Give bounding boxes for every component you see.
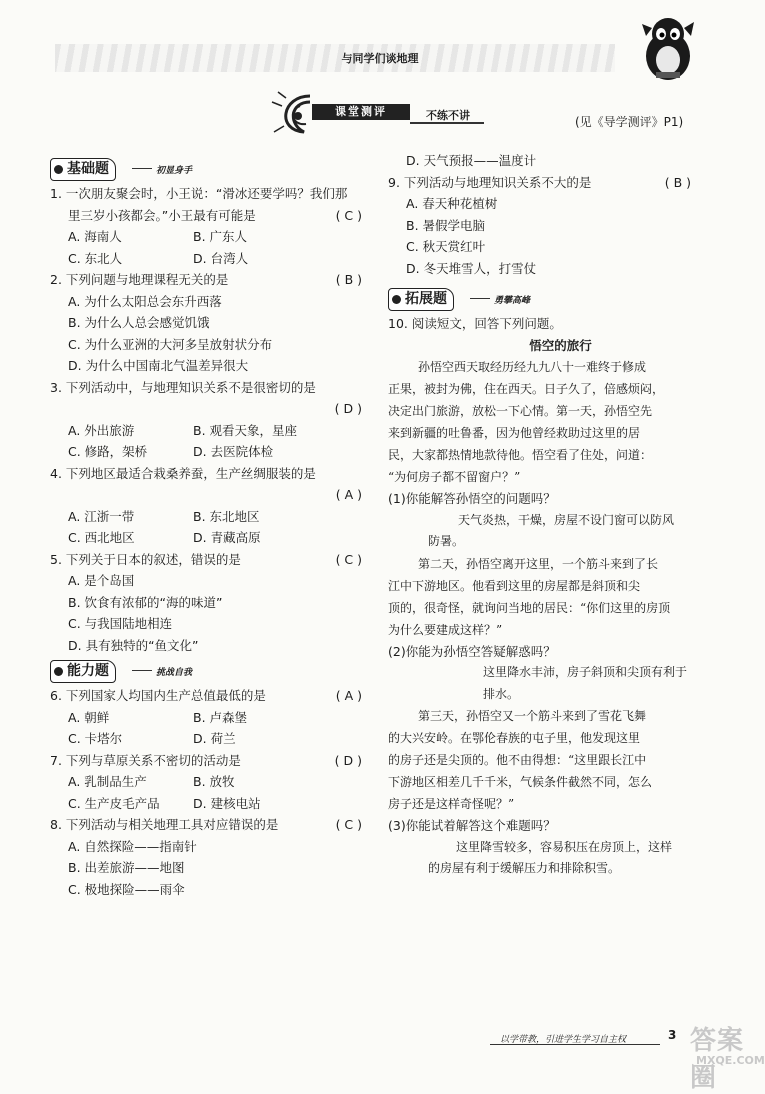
option-d: D. 冬天堆雪人，打雪仗 (406, 260, 537, 276)
story-line: 正果，被封为佛，住在西天。日子久了，倍感烦闷， (388, 382, 665, 396)
section-ability-subtitle: 挑战自我 (156, 668, 193, 678)
answer-mark: ( B ) (664, 174, 691, 190)
story-passage (388, 356, 713, 488)
question-9 (388, 172, 713, 280)
answer-line: 的房屋有利于缓解压力和排除积雪。 (428, 861, 621, 875)
story-line: 民，大家都热情地款待他。悟空看了住处，问道： (388, 448, 653, 462)
answer-line: 这里降水丰沛，房子斜顶和尖顶有利于 (483, 665, 688, 679)
option-b: B. 卢森堡 (193, 709, 248, 725)
option-a: A. 乳制品生产 (68, 774, 147, 789)
question-stem: 里三岁小孩都会。”小王最有可能是 (68, 207, 256, 223)
section-basic-subtitle: 初显身手 (156, 166, 193, 176)
section-divider (470, 298, 490, 299)
option-a: A. 海南人 (68, 229, 122, 244)
question-stem: 7. 下列与草原关系不密切的活动是 (50, 752, 241, 768)
option-b: B. 观看天象，星座 (193, 422, 298, 438)
answer-mark: ( C ) (335, 817, 362, 832)
question-4 (50, 463, 370, 549)
question-stem: 4. 下列地区最适合栽桑养蚕，生产丝绸服装的是 (50, 465, 316, 481)
answer-line: 天气炎热，干燥，房屋不设门窗可以防风 (458, 512, 675, 527)
answer-1 (388, 510, 713, 553)
story-title: 悟空的旅行 (529, 337, 592, 353)
banner-subtitle: 不练不讲 (426, 109, 470, 122)
answer-mark: ( D ) (334, 401, 362, 416)
right-column (388, 150, 713, 880)
banner-underline (410, 122, 484, 124)
question-stem: 6. 下列国家人均国内生产总值最低的是 (50, 688, 266, 703)
option-a: A. 自然探险——指南针 (68, 838, 197, 854)
story-line: 江中下游地区。他看到这里的房屋都是斜顶和尖 (388, 578, 641, 593)
option-c: C. 极地探险——雨伞 (68, 881, 185, 897)
question-7 (50, 750, 370, 815)
option-a: A. 为什么太阳总会东升西落 (68, 293, 222, 309)
story-line: 的大兴安岭。在鄂伦春族的屯子里，他发现这里 (388, 731, 641, 745)
story-line: 顶的，很奇怪，就询问当地的居民：“你们这里的房顶 (388, 600, 671, 615)
section-divider (132, 168, 152, 169)
question-5 (50, 549, 370, 657)
story-passage (388, 705, 713, 815)
answer-mark: ( C ) (335, 207, 362, 223)
option-b: B. 东北地区 (193, 508, 260, 524)
story-line: 第二天，孙悟空离开这里，一个筋斗来到了长 (418, 556, 659, 571)
story-line: 的房子还是尖顶的。他不由得想：“这里跟长江中 (388, 753, 647, 767)
option-a: A. 外出旅游 (68, 422, 135, 438)
sub-question-3: (3)你能试着解答这个难题吗？ (388, 818, 556, 833)
question-6 (50, 685, 370, 750)
answer-line: 这里降雪较多，容易积压在房顶上，这样 (456, 839, 673, 854)
question-stem: 2. 下列问题与地理课程无关的是 (50, 272, 229, 287)
question-2 (50, 269, 370, 377)
option-b: B. 为什么人总会感觉饥饿 (68, 315, 210, 330)
option-a: A. 朝鲜 (68, 709, 110, 725)
section-basic (50, 157, 370, 181)
option-c: C. 秋天赏红叶 (406, 239, 486, 254)
question-3 (50, 377, 370, 463)
option-d: D. 为什么中国南北气温差异很大 (68, 358, 249, 373)
option-c: C. 生产皮毛产品 (68, 795, 160, 811)
story-line: 决定出门旅游，放松一下心情。第一天，孙悟空先 (388, 404, 653, 418)
left-column (50, 154, 370, 900)
answer-mark: ( D ) (334, 752, 362, 768)
question-stem: 10. 阅读短文，回答下列问题。 (388, 316, 562, 331)
option-c: C. 修路，架桥 (68, 444, 148, 459)
section-ability-title: 能力题 (50, 660, 116, 683)
option-d: D. 具有独特的“鱼文化” (68, 637, 199, 653)
question-stem: 3. 下列活动中，与地理知识关系不是很密切的是 (50, 379, 316, 395)
option-d: D. 荷兰 (193, 731, 236, 746)
option-a: A. 是个岛国 (68, 573, 135, 588)
answer-3 (388, 837, 713, 880)
section-extension-subtitle: 勇攀高峰 (494, 296, 531, 306)
story-line: 为什么要建成这样？” (388, 622, 503, 637)
option-b: B. 暑假学电脑 (406, 217, 486, 233)
option-b: B. 饮食有浓郁的“海的味道” (68, 594, 223, 610)
section-extension-title: 拓展题 (388, 288, 454, 311)
page-header-title: 与同学们谈地理 (341, 52, 419, 65)
option-c: C. 西北地区 (68, 530, 135, 545)
watermark-url: MXQE.COM (696, 1054, 765, 1067)
watermark: 答案圈 (690, 1026, 745, 1093)
question-stem: 1. 一次朋友聚会时，小王说：“滑冰还要学吗？我们那 (50, 186, 348, 201)
page-number: 3 (668, 1028, 677, 1042)
question-1 (50, 183, 370, 269)
footer-slogan: 以学带教，引进学生学习自主权 (500, 1035, 627, 1045)
question-stem: 8. 下列活动与相关地理工具对应错误的是 (50, 817, 279, 832)
footer-rule (490, 1044, 660, 1045)
story-line: 孙悟空西天取经历经九九八十一难终于修成 (418, 360, 647, 374)
option-c: C. 与我国陆地相连 (68, 616, 173, 631)
section-extension (388, 287, 713, 311)
option-d: D. 青藏高原 (193, 530, 261, 545)
option-a: A. 春天种花植树 (406, 196, 498, 211)
mascot-icon (636, 14, 702, 84)
option-b: B. 出差旅游——地图 (68, 860, 185, 875)
story-line: 第三天，孙悟空又一个筋斗来到了雪花飞舞 (418, 709, 647, 723)
answer-2 (388, 662, 713, 705)
answer-line: 防暑。 (428, 534, 465, 548)
answer-mark: ( B ) (335, 272, 362, 287)
sub-question-2: (2)你能为孙悟空答疑解惑吗？ (388, 643, 556, 659)
question-stem: 5. 下列关于日本的叙述，错误的是 (50, 551, 241, 567)
answer-line: 排水。 (483, 686, 520, 701)
story-passage (388, 553, 713, 641)
banner-label: 课堂测评 (312, 104, 410, 120)
section-divider (132, 670, 152, 671)
answer-mark: ( A ) (335, 487, 362, 502)
option-c: C. 为什么亚洲的大河多呈放射状分布 (68, 336, 273, 352)
answer-mark: ( A ) (335, 688, 362, 703)
question-10 (388, 313, 713, 880)
question-stem: 9. 下列活动与地理知识关系不大的是 (388, 174, 592, 190)
answer-mark: ( C ) (335, 551, 362, 567)
question-8 (50, 814, 370, 900)
option-d: D. 去医院体检 (193, 444, 274, 459)
section-basic-title: 基础题 (50, 158, 116, 181)
story-line: 下游地区相差几千千米，气候条件截然不同，怎么 (388, 775, 653, 789)
option-d: D. 天气预报——温度计 (406, 153, 537, 168)
story-line: 来到新疆的吐鲁番，因为他曾经救助过这里的居 (388, 426, 641, 440)
option-d: D. 建核电站 (193, 795, 261, 811)
story-line: 房子还是这样奇怪呢？” (388, 797, 515, 811)
option-c: C. 卡塔尔 (68, 731, 123, 746)
reference-note: (见《导学测评》P1) (575, 115, 684, 129)
option-a: A. 江浙一带 (68, 508, 135, 524)
option-d: D. 台湾人 (193, 250, 249, 266)
sub-question-1: (1)你能解答孙悟空的问题吗？ (388, 491, 556, 506)
section-ability (50, 659, 370, 683)
option-b: B. 广东人 (193, 229, 248, 244)
option-c: C. 东北人 (68, 250, 123, 266)
story-line: “为何房子都不留窗户？” (388, 470, 521, 484)
option-b: B. 放牧 (193, 774, 235, 789)
